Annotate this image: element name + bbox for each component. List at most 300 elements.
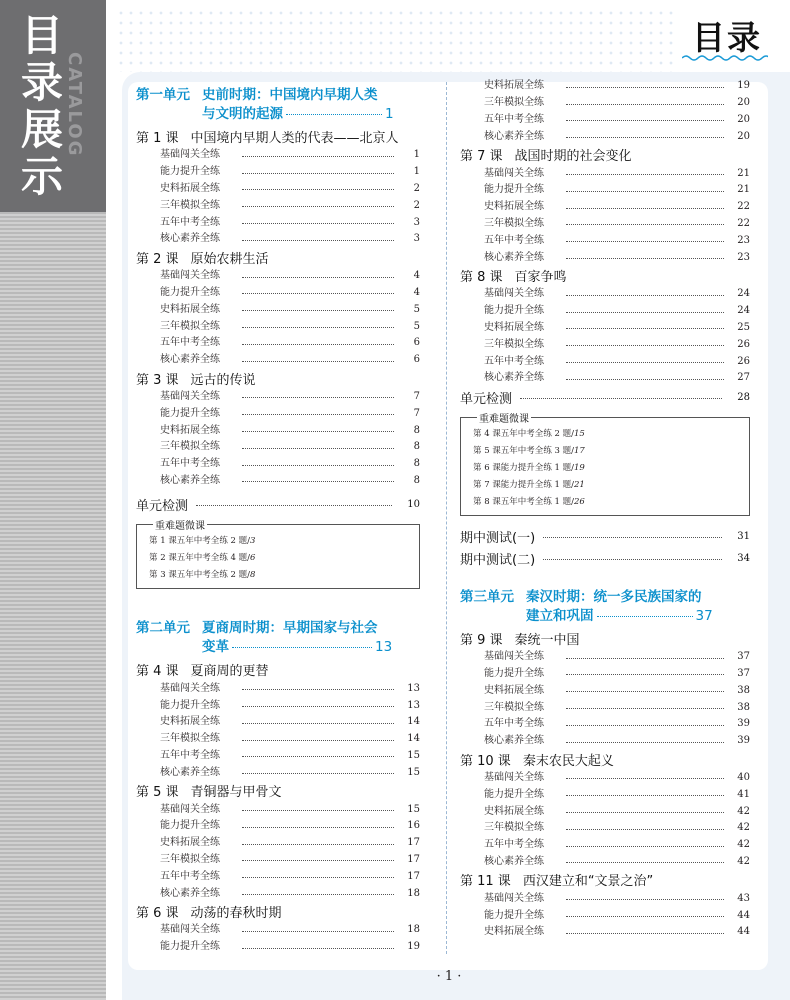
lesson-number: 第 5 课 — [136, 785, 179, 801]
toc-item[interactable] — [460, 286, 750, 303]
lesson-items — [460, 890, 750, 940]
lesson-items — [460, 770, 750, 871]
unit-test-entry[interactable] — [136, 493, 420, 515]
micro-lesson-row[interactable] — [473, 443, 743, 460]
lesson-number: 第 8 课 — [460, 269, 503, 285]
toc-item-label: 核心素养全练 — [160, 354, 220, 366]
dot-leader — [566, 345, 724, 346]
micro-lesson-box — [136, 521, 420, 589]
toc-item-page: 2 — [413, 199, 420, 211]
toc-item[interactable] — [136, 680, 420, 697]
toc-item-page: 20 — [737, 130, 750, 142]
toc-item-label: 基础闯关全练 — [160, 682, 220, 694]
dot-leader — [242, 206, 394, 207]
toc-item[interactable] — [460, 370, 750, 387]
toc-item-page: 17 — [407, 837, 420, 849]
toc-item-label: 史料拓展全练 — [484, 926, 544, 938]
micro-lesson-page: 19 — [574, 462, 585, 473]
toc-item[interactable] — [136, 389, 420, 406]
toc-item[interactable] — [136, 335, 420, 352]
dot-leader — [242, 773, 394, 774]
toc-item-label: 五年中考全练 — [484, 839, 544, 851]
lesson-heading[interactable] — [460, 750, 750, 770]
toc-item[interactable] — [136, 835, 420, 852]
toc-item-page: 3 — [413, 216, 420, 228]
toc-item[interactable] — [136, 285, 420, 302]
toc-item-label: 史料拓展全练 — [160, 716, 220, 728]
dot-leader — [242, 397, 394, 398]
toc-item-label: 核心素养全练 — [484, 372, 544, 384]
toc-item-page: 37 — [737, 651, 750, 663]
dot-leader — [566, 933, 724, 934]
dot-leader — [566, 778, 724, 779]
unit-name-line1: 夏商周时期：早期国家与社会 — [202, 620, 378, 637]
unit-name-line2: 变革 — [202, 639, 229, 656]
lesson-number: 第 7 课 — [460, 149, 503, 165]
sidebar-title-char: 目 — [20, 11, 63, 60]
toc-item-page: 15 — [407, 803, 420, 815]
toc-item-page: 42 — [737, 839, 750, 851]
lesson-heading[interactable] — [136, 660, 420, 680]
dot-leader — [242, 223, 394, 224]
toc-item[interactable] — [136, 473, 420, 490]
lesson-heading[interactable] — [460, 629, 750, 649]
micro-lesson-row[interactable] — [473, 494, 743, 511]
toc-item-label: 能力提升全练 — [484, 667, 544, 679]
toc-item-label: 能力提升全练 — [484, 305, 544, 317]
header-dot-pattern — [116, 8, 676, 72]
dot-leader — [242, 740, 394, 741]
unit-leader — [232, 647, 372, 648]
unit-heading[interactable] — [460, 588, 750, 626]
toc-item-page: 16 — [407, 820, 420, 832]
toc-item-label: 三年模拟全练 — [160, 199, 220, 211]
toc-item[interactable] — [460, 924, 750, 941]
unit-test-page: 28 — [737, 392, 750, 404]
toc-item[interactable] — [136, 301, 420, 318]
toc-item[interactable] — [460, 699, 750, 716]
toc-item-label: 基础闯关全练 — [484, 651, 544, 663]
dot-leader — [566, 87, 724, 88]
toc-item[interactable] — [460, 733, 750, 750]
toc-item[interactable] — [136, 714, 420, 731]
toc-item-page: 14 — [407, 716, 420, 728]
toc-item-label: 核心素养全练 — [160, 887, 220, 899]
micro-lesson-page: 21 — [574, 479, 585, 490]
toc-item-label: 能力提升全练 — [160, 941, 220, 953]
dot-leader — [566, 812, 724, 813]
lesson-number: 第 9 课 — [460, 632, 503, 648]
toc-item-label: 三年模拟全练 — [160, 320, 220, 332]
toc-item[interactable] — [460, 249, 750, 266]
toc-item-label: 三年模拟全练 — [484, 822, 544, 834]
midterm-test-label: 期中测试(一) — [460, 531, 536, 547]
unit-name-line2: 与文明的起源 — [202, 106, 283, 122]
lesson-heading[interactable] — [460, 870, 750, 890]
toc-item[interactable] — [460, 716, 750, 733]
dot-leader — [242, 414, 394, 415]
dot-leader — [566, 191, 724, 192]
sidebar-catalog-label: CATALOG — [64, 52, 85, 158]
lesson-title: 中国境内早期人类的代表——北京人 — [190, 131, 399, 146]
lesson-heading[interactable] — [136, 248, 420, 268]
toc-item[interactable] — [136, 422, 420, 439]
lesson-title: 夏商周的更替 — [190, 664, 269, 680]
unit-heading[interactable] — [136, 619, 420, 657]
lesson-heading[interactable] — [136, 902, 420, 922]
toc-item[interactable] — [460, 890, 750, 907]
dot-leader — [566, 312, 724, 313]
toc-item-label: 基础闯关全练 — [484, 288, 544, 300]
dot-leader — [566, 120, 724, 121]
micro-lesson-text: 第 5 课五年中考全练 3 题/ — [473, 445, 574, 456]
toc-item-page: 39 — [737, 735, 750, 747]
lesson-items — [460, 78, 750, 145]
toc-item-page: 19 — [737, 80, 750, 92]
toc-item-label: 基础闯关全练 — [160, 270, 220, 282]
toc-item-label: 能力提升全练 — [160, 407, 220, 419]
toc-item[interactable] — [136, 456, 420, 473]
dot-leader — [566, 725, 724, 726]
toc-item[interactable] — [460, 336, 750, 353]
toc-item-page: 42 — [737, 855, 750, 867]
lesson-title: 青铜器与甲骨文 — [190, 785, 282, 801]
dot-leader — [566, 829, 724, 830]
toc-item-page: 7 — [413, 390, 420, 402]
toc-item-page: 5 — [413, 320, 420, 332]
toc-item[interactable] — [460, 682, 750, 699]
toc-item-page: 20 — [737, 97, 750, 109]
toc-item-page: 6 — [413, 354, 420, 366]
dot-leader — [242, 844, 394, 845]
toc-item[interactable] — [460, 232, 750, 249]
sidebar-title-char: 展 — [20, 105, 63, 154]
toc-item[interactable] — [460, 837, 750, 854]
lesson-heading[interactable] — [136, 369, 420, 389]
toc-item[interactable] — [136, 181, 420, 198]
toc-item-label: 能力提升全练 — [160, 166, 220, 178]
toc-item-page: 38 — [737, 684, 750, 696]
micro-lesson-row[interactable] — [149, 550, 413, 567]
lesson-items — [136, 147, 420, 248]
toc-item[interactable] — [136, 214, 420, 231]
column-divider — [446, 82, 447, 954]
wave-underline-icon — [682, 54, 768, 62]
toc-item[interactable] — [460, 95, 750, 112]
toc-item[interactable] — [136, 352, 420, 369]
micro-lesson-text: 第 1 课五年中考全练 2 题/ — [149, 536, 250, 547]
micro-lesson-row[interactable] — [149, 533, 413, 550]
toc-item[interactable] — [136, 197, 420, 214]
micro-lesson-row[interactable] — [473, 460, 743, 477]
toc-item[interactable] — [460, 320, 750, 337]
lesson-number: 第 11 课 — [460, 874, 511, 890]
dot-leader — [242, 948, 394, 949]
toc-item-label: 基础闯关全练 — [484, 771, 544, 783]
dot-leader — [566, 379, 724, 380]
lesson-number: 第 2 课 — [136, 251, 179, 267]
toc-item-label: 基础闯关全练 — [160, 149, 220, 161]
toc-item-page: 17 — [407, 853, 420, 865]
toc-item[interactable] — [460, 770, 750, 787]
micro-lesson-text: 第 8 课五年中考全练 1 题/ — [473, 496, 574, 507]
toc-item[interactable] — [460, 182, 750, 199]
toc-item[interactable] — [136, 231, 420, 248]
dot-leader — [566, 137, 724, 138]
dot-leader — [566, 658, 724, 659]
dot-leader — [520, 398, 722, 399]
toc-item[interactable] — [136, 731, 420, 748]
toc-item-label: 基础闯关全练 — [160, 803, 220, 815]
lesson-items — [136, 680, 420, 781]
toc-item-label: 五年中考全练 — [484, 234, 544, 246]
midterm-test-page: 31 — [737, 531, 750, 543]
lesson-title: 秦统一中国 — [514, 632, 580, 648]
midterm-test-entry[interactable] — [460, 526, 750, 548]
toc-item-label: 核心素养全练 — [160, 766, 220, 778]
page-title: 目录 — [692, 18, 762, 57]
toc-item-page: 23 — [737, 251, 750, 263]
toc-item-page: 1 — [413, 149, 420, 161]
toc-item-page: 19 — [407, 941, 420, 953]
unit-name — [190, 619, 420, 657]
dot-leader — [242, 481, 394, 482]
toc-item-page: 44 — [737, 909, 750, 921]
toc-item-page: 24 — [737, 288, 750, 300]
lesson-title: 战国时期的社会变化 — [514, 149, 632, 165]
toc-item-label: 核心素养全练 — [160, 233, 220, 245]
toc-item-label: 基础闯关全练 — [484, 167, 544, 179]
micro-lesson-title: 重难题微课 — [477, 410, 531, 425]
toc-item[interactable] — [136, 818, 420, 835]
toc-item-page: 26 — [737, 355, 750, 367]
micro-lesson-text: 第 7 课能力提升全练 1 题/ — [473, 479, 574, 490]
dot-leader — [242, 706, 394, 707]
toc-item[interactable] — [460, 353, 750, 370]
unit-leader — [597, 616, 693, 617]
toc-item-label: 史料拓展全练 — [160, 303, 220, 315]
micro-lesson-row[interactable] — [473, 426, 743, 443]
micro-lesson-rows — [149, 533, 413, 584]
lesson-title: 远古的传说 — [190, 372, 256, 388]
dot-leader — [242, 344, 394, 345]
toc-item-page: 1 — [413, 166, 420, 178]
dot-leader — [566, 742, 724, 743]
toc-item[interactable] — [136, 922, 420, 939]
micro-lesson-text: 第 6 课能力提升全练 1 题/ — [473, 462, 574, 473]
toc-item[interactable] — [136, 147, 420, 164]
midterm-test-entry[interactable] — [460, 548, 750, 570]
toc-item-page: 18 — [407, 924, 420, 936]
lesson-items — [136, 389, 420, 490]
toc-item[interactable] — [136, 801, 420, 818]
dot-leader — [242, 327, 394, 328]
toc-item-page: 27 — [737, 372, 750, 384]
toc-item[interactable] — [460, 112, 750, 129]
toc-item[interactable] — [136, 748, 420, 765]
toc-item-label: 五年中考全练 — [484, 718, 544, 730]
toc-item-page: 39 — [737, 718, 750, 730]
sidebar-title-block — [0, 0, 106, 212]
toc-item-page: 26 — [737, 338, 750, 350]
unit-page: 37 — [695, 607, 713, 624]
toc-item[interactable] — [136, 697, 420, 714]
toc-item-label: 基础闯关全练 — [484, 892, 544, 904]
toc-item-label: 三年模拟全练 — [484, 338, 544, 350]
dot-leader — [242, 877, 394, 878]
toc-item[interactable] — [460, 666, 750, 683]
toc-item-page: 21 — [737, 184, 750, 196]
unit-number: 第三单元 — [460, 588, 514, 605]
unit-test-entry[interactable] — [460, 387, 750, 409]
dot-leader — [566, 862, 724, 863]
toc-item[interactable] — [136, 318, 420, 335]
unit-number: 第一单元 — [136, 87, 190, 103]
dot-leader — [242, 240, 394, 241]
lesson-heading[interactable] — [460, 145, 750, 165]
toc-item[interactable] — [460, 303, 750, 320]
dot-leader — [242, 448, 394, 449]
toc-item-page: 25 — [737, 321, 750, 333]
toc-item-page: 40 — [737, 771, 750, 783]
toc-item[interactable] — [136, 939, 420, 956]
dot-leader — [242, 931, 394, 932]
lesson-title: 原始农耕生活 — [190, 251, 269, 267]
unit-number: 第二单元 — [136, 620, 190, 637]
micro-lesson-row[interactable] — [149, 567, 413, 584]
toc-item-page: 13 — [407, 699, 420, 711]
toc-item-page: 5 — [413, 303, 420, 315]
toc-item[interactable] — [136, 868, 420, 885]
unit-test-label: 单元检测 — [460, 392, 513, 408]
toc-item-label: 三年模拟全练 — [160, 441, 220, 453]
toc-item[interactable] — [136, 164, 420, 181]
toc-item-label: 史料拓展全练 — [484, 684, 544, 696]
lesson-heading[interactable] — [460, 266, 750, 286]
toc-item-page: 38 — [737, 701, 750, 713]
toc-item-page: 37 — [737, 667, 750, 679]
toc-left-column — [136, 86, 420, 956]
toc-item[interactable] — [136, 852, 420, 869]
toc-item-page: 15 — [407, 766, 420, 778]
lesson-number: 第 3 课 — [136, 372, 179, 388]
sidebar-title-char: 示 — [20, 152, 63, 201]
toc-item[interactable] — [136, 764, 420, 781]
toc-item-page: 21 — [737, 167, 750, 179]
toc-item[interactable] — [460, 199, 750, 216]
toc-item[interactable] — [460, 78, 750, 95]
toc-item-page: 22 — [737, 201, 750, 213]
dot-leader — [242, 173, 394, 174]
micro-lesson-box — [460, 413, 750, 516]
toc-item[interactable] — [460, 786, 750, 803]
lesson-items — [136, 268, 420, 369]
sidebar-title-char: 录 — [20, 58, 63, 107]
lesson-number: 第 4 课 — [136, 664, 179, 680]
dot-leader — [242, 894, 394, 895]
lesson-title: 西汉建立和“文景之治” — [522, 874, 654, 890]
toc-item[interactable] — [136, 885, 420, 902]
micro-lesson-rows — [473, 426, 743, 511]
toc-item-label: 史料拓展全练 — [160, 424, 220, 436]
toc-item[interactable] — [136, 268, 420, 285]
dot-leader — [566, 795, 724, 796]
toc-item-label: 核心素养全练 — [484, 735, 544, 747]
micro-lesson-text: 第 3 课五年中考全练 2 题/ — [149, 570, 250, 581]
toc-item[interactable] — [460, 803, 750, 820]
dot-leader — [242, 189, 394, 190]
toc-item-page: 8 — [413, 458, 420, 470]
toc-item-label: 史料拓展全练 — [160, 837, 220, 849]
unit-name — [190, 86, 420, 124]
toc-item-label: 三年模拟全练 — [484, 97, 544, 109]
page-number: · 1 · — [436, 969, 462, 984]
dot-leader — [242, 723, 394, 724]
micro-lesson-page: 6 — [250, 553, 256, 564]
toc-item-page: 14 — [407, 733, 420, 745]
unit-name-line2: 建立和巩固 — [526, 607, 594, 624]
lesson-heading[interactable] — [136, 781, 420, 801]
toc-item[interactable] — [460, 128, 750, 145]
lesson-number: 第 6 课 — [136, 905, 179, 921]
toc-item[interactable] — [460, 165, 750, 182]
toc-item[interactable] — [136, 439, 420, 456]
lesson-heading[interactable] — [136, 127, 420, 147]
toc-item-page: 3 — [413, 233, 420, 245]
toc-item[interactable] — [136, 405, 420, 422]
toc-item[interactable] — [460, 820, 750, 837]
toc-item-label: 史料拓展全练 — [160, 182, 220, 194]
micro-lesson-page: 26 — [574, 496, 585, 507]
toc-item-label: 史料拓展全练 — [484, 321, 544, 333]
micro-lesson-row[interactable] — [473, 477, 743, 494]
toc-item-label: 史料拓展全练 — [484, 805, 544, 817]
dot-leader — [566, 328, 724, 329]
micro-lesson-title: 重难题微课 — [153, 517, 207, 532]
lesson-items — [136, 922, 420, 956]
toc-item[interactable] — [460, 216, 750, 233]
toc-item[interactable] — [460, 649, 750, 666]
micro-lesson-page: 3 — [250, 536, 256, 547]
toc-item-page: 17 — [407, 870, 420, 882]
dot-leader — [242, 860, 394, 861]
toc-item-label: 三年模拟全练 — [160, 853, 220, 865]
lesson-title: 动荡的春秋时期 — [190, 905, 282, 921]
dot-leader — [543, 537, 722, 538]
toc-item-page: 43 — [737, 892, 750, 904]
toc-item-page: 23 — [737, 234, 750, 246]
dot-leader — [566, 174, 724, 175]
toc-item-label: 五年中考全练 — [160, 337, 220, 349]
toc-item-label: 能力提升全练 — [160, 286, 220, 298]
toc-item-page: 20 — [737, 113, 750, 125]
toc-item-label: 五年中考全练 — [160, 749, 220, 761]
micro-lesson-text: 第 4 课五年中考全练 2 题/ — [473, 428, 574, 439]
unit-heading[interactable] — [136, 86, 420, 124]
toc-item-label: 核心素养全练 — [484, 855, 544, 867]
dot-leader — [566, 916, 724, 917]
toc-item[interactable] — [460, 854, 750, 871]
midterm-test-label: 期中测试(二) — [460, 553, 536, 569]
toc-item-label: 三年模拟全练 — [484, 217, 544, 229]
toc-item-page: 2 — [413, 182, 420, 194]
dot-leader — [566, 258, 724, 259]
toc-item-label: 能力提升全练 — [160, 699, 220, 711]
dot-leader — [242, 756, 394, 757]
toc-item[interactable] — [460, 907, 750, 924]
dot-leader — [242, 310, 394, 311]
toc-item-page: 8 — [413, 474, 420, 486]
